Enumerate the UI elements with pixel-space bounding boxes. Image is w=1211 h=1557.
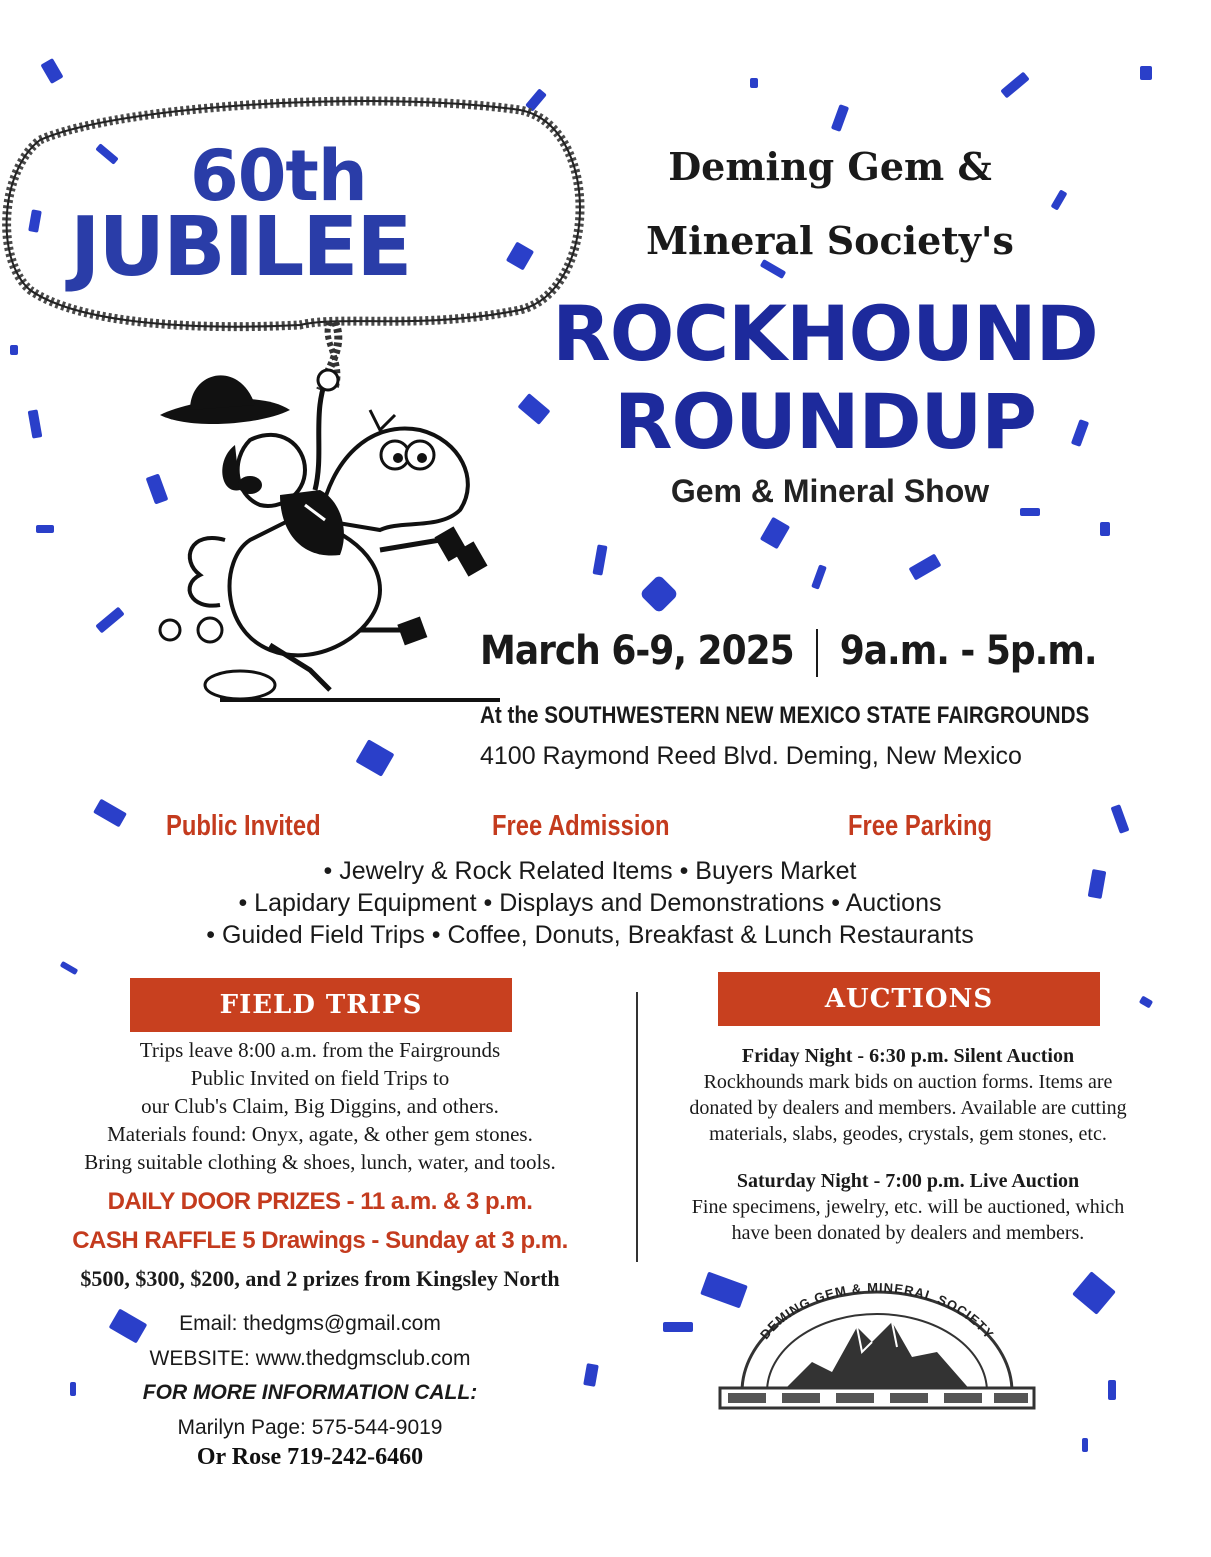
features-list (90, 855, 1090, 951)
saturday-auction (648, 1168, 1168, 1246)
field-trips-line: Materials found: Onyx, agate, & other gem stones. (107, 1122, 533, 1146)
event-venue: At the SOUTHWESTERN NEW MEXICO STATE FAIRGROUNDS (480, 702, 1090, 729)
event-address: 4100 Raymond Reed Blvd. Deming, New Mexico (480, 742, 1022, 770)
raffle-amounts: $500, $300, $200, and 2 prizes from Kingsley North (80, 1266, 560, 1291)
event-subtitle: Gem & Mineral Show (670, 473, 990, 509)
contact-phone-rose: Or Rose 719-242-6460 (196, 1444, 424, 1470)
jubilee-number: 60th (190, 135, 367, 217)
event-title-line1: ROCKHOUND (552, 289, 1098, 378)
features-line: • Jewelry & Rock Related Items • Buyers Market (323, 857, 857, 885)
society-name-line2: Mineral Society's (646, 218, 1014, 263)
field-trips-banner: FIELD TRIPS (130, 978, 512, 1032)
dates-separator (816, 629, 818, 677)
features-line: • Guided Field Trips • Coffee, Donuts, Breakfast & Lunch Restaurants (206, 921, 974, 949)
contact-phone-marilyn: Marilyn Page: 575-544-9019 (177, 1416, 443, 1439)
field-trips-details (20, 1036, 620, 1176)
event-dates-hours (480, 628, 1120, 677)
column-divider (636, 992, 638, 1262)
jubilee-title: JUBILEE (70, 200, 411, 295)
field-trips-line: Public Invited on field Trips to (190, 1066, 450, 1090)
field-trips-line: Bring suitable clothing & shoes, lunch, water, and tools. (84, 1150, 556, 1174)
auctions-banner: AUCTIONS (718, 972, 1100, 1026)
event-hours: 9a.m. - 5p.m. (839, 628, 1097, 674)
highlight-free-admission: Free Admission (492, 810, 670, 842)
contact-website: WEBSITE: www.thedgmsclub.com (149, 1347, 471, 1370)
contact-email: Email: thedgms@gmail.com (179, 1312, 441, 1335)
friday-auction-heading: Friday Night - 6:30 p.m. Silent Auction (741, 1045, 1075, 1067)
friday-auction-line: Rockhounds mark bids on auction forms. Items are (703, 1071, 1113, 1093)
event-title (540, 290, 1110, 466)
society-logo (712, 1282, 1042, 1417)
friday-auction-line: donated by dealers and members. Available are cutting (689, 1097, 1127, 1119)
society-name (600, 130, 1060, 278)
friday-auction (648, 1043, 1168, 1147)
field-trips-line: our Club's Claim, Big Diggins, and others. (141, 1094, 499, 1118)
logo-text: DEMING GEM & MINERAL SOCIETY (756, 1282, 998, 1342)
highlight-free-parking: Free Parking (848, 810, 993, 842)
event-title-line2: ROUNDUP (614, 377, 1036, 466)
cash-raffle: CASH RAFFLE 5 Drawings - Sunday at 3 p.m. (72, 1227, 568, 1254)
saturday-auction-line: have been donated by dealers and members. (731, 1222, 1085, 1244)
event-dates: March 6-9, 2025 (480, 628, 794, 674)
dog-cowboy-mascot-illustration (130, 330, 510, 710)
svg-text:DEMING GEM & MINERAL SOCIETY (757, 1282, 997, 1342)
saturday-auction-heading: Saturday Night - 7:00 p.m. Live Auction (736, 1170, 1080, 1192)
more-info-heading: FOR MORE INFORMATION CALL: (142, 1381, 478, 1404)
field-trips-line: Trips leave 8:00 a.m. from the Fairgrounds (139, 1038, 501, 1062)
highlight-public-invited: Public Invited (166, 810, 321, 842)
door-prizes: DAILY DOOR PRIZES - 11 a.m. & 3 p.m. (107, 1188, 533, 1215)
society-name-line1: Deming Gem & (668, 144, 992, 189)
saturday-auction-line: Fine specimens, jewelry, etc. will be auctioned, which (691, 1196, 1125, 1218)
features-line: • Lapidary Equipment • Displays and Demonstrations • Auctions (238, 889, 942, 917)
friday-auction-line: materials, slabs, geodes, crystals, gem stones, etc. (709, 1123, 1107, 1145)
